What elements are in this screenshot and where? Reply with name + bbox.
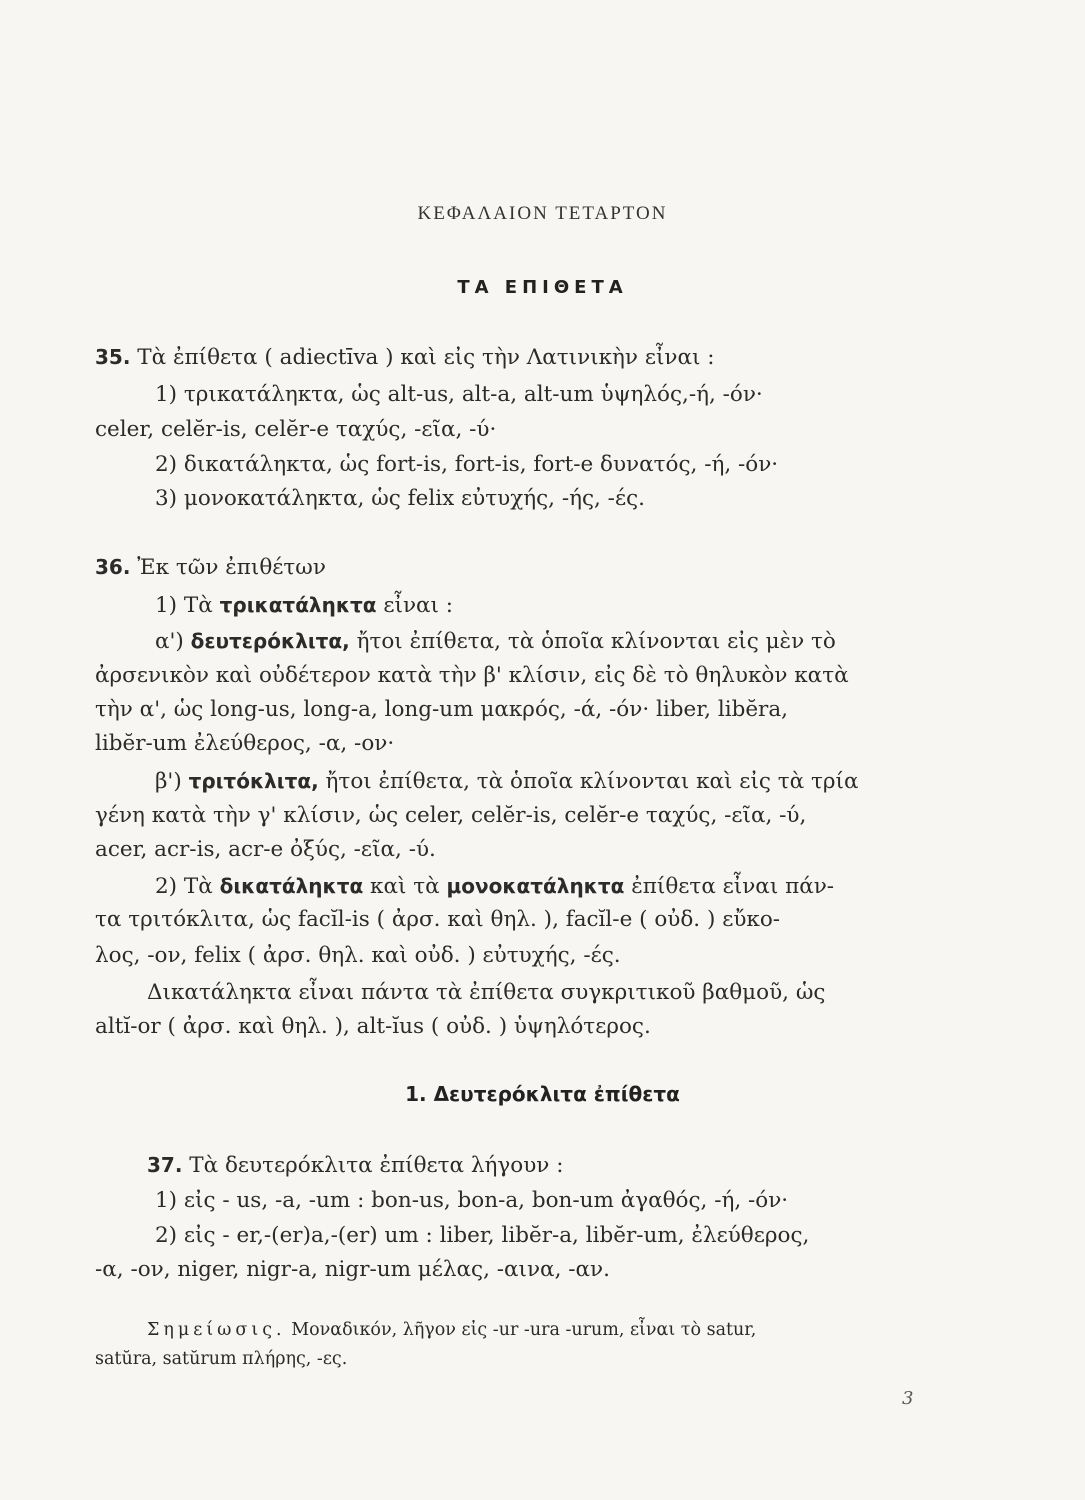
text: ἐπίθετα εἶναι πάν- bbox=[624, 874, 835, 899]
note-text: Μοναδικόν, λῆγον εἰς -ur -ura -urum, εἶναι τὸ satur, bbox=[291, 1320, 757, 1340]
subheading: 1. Δευτερόκλιτα ἐπίθετα bbox=[405, 1082, 680, 1106]
para-36-a4: libĕr-um ἐλεύθερος, -α, -ον· bbox=[95, 731, 395, 756]
section-title: ΤΑ ΕΠΙΘΕΤΑ bbox=[457, 277, 628, 298]
section-number: 35. bbox=[95, 345, 131, 369]
para-37-line1: 1) εἰς - us, -a, -um : bon-us, bon-a, bon-um ἀγαθός, -ή, -όν· bbox=[155, 1188, 789, 1213]
para-36-b3: acer, acr-is, acr-e ὀξύς, -εῖα, -ύ. bbox=[95, 837, 436, 862]
para-36-b1 bbox=[155, 764, 935, 799]
para-36-intro bbox=[95, 550, 935, 585]
text: α') bbox=[155, 629, 191, 654]
para-37-intro bbox=[147, 1148, 935, 1183]
text: εἶναι : bbox=[376, 593, 454, 618]
text: ἤτοι ἐπίθετα, τὰ ὁποῖα κλίνονται εἰς μὲν τὸ bbox=[349, 629, 836, 654]
para-36-p1 bbox=[155, 588, 935, 623]
para-36-p2 bbox=[155, 869, 935, 904]
text: 1) Τὰ bbox=[155, 593, 220, 618]
bold-term: μονοκατάληκτα bbox=[446, 874, 625, 898]
para-text: Ἐκ τῶν ἐπιθέτων bbox=[137, 555, 326, 580]
para-36-b2: γένη κατὰ τὴν γ' κλίσιν, ὡς celer, celĕr-is, celĕr-e ταχύς, -εῖα, -ύ, bbox=[95, 803, 807, 828]
para-37-line2: 2) εἰς - er,-(er)a,-(er) um : liber, libĕr-a, libĕr-um, ἐλεύθερος, bbox=[155, 1223, 810, 1248]
para-36-a1 bbox=[155, 624, 935, 659]
para-35-line2: celer, celĕr-is, celĕr-e ταχύς, -εῖα, -ύ· bbox=[95, 417, 497, 442]
text: 2) Τὰ bbox=[155, 874, 220, 899]
note-label: Σημείωσις. bbox=[147, 1320, 286, 1340]
para-37-line3: -α, -ον, niger, nigr-a, nigr-um μέλας, -αινα, -αν. bbox=[95, 1257, 610, 1282]
bold-term: δικατάληκτα bbox=[219, 874, 364, 898]
chapter-heading: ΚΕΦΑΛΑΙΟΝ ΤΕΤΑΡΤΟΝ bbox=[417, 203, 668, 224]
bold-term: τριτόκλιτα, bbox=[188, 769, 319, 793]
para-36-a2: ἀρσενικὸν καὶ οὐδέτερον κατὰ τὴν β' κλίσιν, εἰς δὲ τὸ θηλυκὸν κατὰ bbox=[95, 663, 849, 688]
para-36-p2c: λος, -ον, felix ( ἀρσ. θηλ. καὶ οὐδ. ) εὐτυχής, -ές. bbox=[95, 943, 621, 968]
para-35-line4: 3) μονοκατάληκτα, ὡς felix εὐτυχής, -ής, -ές. bbox=[155, 486, 645, 511]
para-text: Τὰ δευτερόκλιτα ἐπίθετα λήγουν : bbox=[189, 1153, 564, 1178]
para-36-p3b: altĭ-or ( ἀρσ. καὶ θηλ. ), alt-ĭus ( οὐδ. ) ὑψηλότερος. bbox=[95, 1014, 651, 1039]
para-36-a3: τὴν α', ὡς long-us, long-a, long-um μακρός, -ά, -όν· liber, libĕra, bbox=[95, 697, 788, 722]
para-35-line3: 2) δικατάληκτα, ὡς fort-is, fort-is, fort-e δυνατός, -ή, -όν· bbox=[155, 452, 779, 477]
para-36-p2b: τα τριτόκλιτα, ὡς facĭl-is ( ἀρσ. καὶ θηλ. ), facĭl-e ( οὐδ. ) εὔκο- bbox=[95, 907, 781, 932]
text: ἤτοι ἐπίθετα, τὰ ὁποῖα κλίνονται καὶ εἰς τὰ τρία bbox=[318, 769, 859, 794]
para-35-line1: 1) τρικατάληκτα, ὡς alt-us, alt-a, alt-um ὑψηλός,-ή, -όν· bbox=[155, 382, 763, 407]
para-36-p3: Δικατάληκτα εἶναι πάντα τὰ ἐπίθετα συγκριτικοῦ βαθμοῦ, ὡς bbox=[147, 980, 826, 1005]
note-line1 bbox=[147, 1316, 935, 1344]
text: β') bbox=[155, 769, 189, 794]
text: καὶ τὰ bbox=[363, 874, 447, 899]
section-number: 37. bbox=[147, 1153, 183, 1177]
bold-term: δευτερόκλιτα, bbox=[190, 629, 350, 653]
bold-term: τρικατάληκτα bbox=[219, 593, 377, 617]
note-line2: satŭra, satŭrum πλήρης, -ες. bbox=[95, 1349, 348, 1369]
para-text: Τὰ ἐπίθετα ( adiectīva ) καὶ εἰς τὴν Λατινικὴν εἶναι : bbox=[137, 345, 715, 370]
section-number: 36. bbox=[95, 555, 131, 579]
page-number: 3 bbox=[902, 1388, 914, 1409]
para-35-intro bbox=[95, 340, 935, 375]
